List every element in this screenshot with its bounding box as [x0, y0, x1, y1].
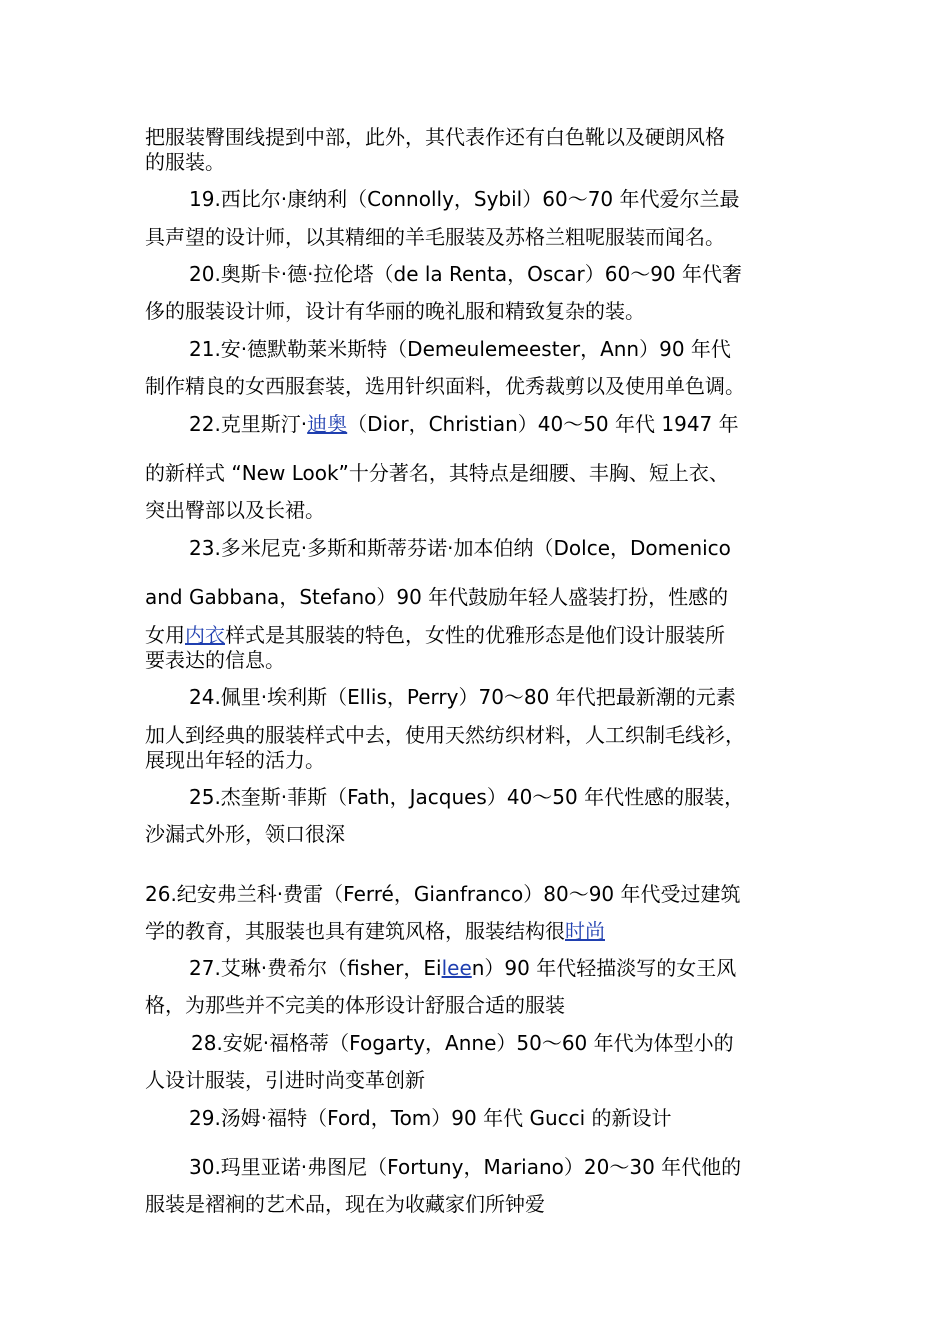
para-23-line-1: 23.多米尼克·多斯和斯蒂芬诺·加本伯纳（Dolce，Domenico: [189, 536, 731, 560]
para-29-line-1: 29.汤姆·福特（Ford，Tom）90 年代 Gucci 的新设计: [189, 1106, 672, 1130]
para-27-text-b: n）90 年代轻描淡写的女王风: [471, 956, 737, 980]
para-28-line-2: 人设计服装，引进时尚变革创新: [145, 1068, 425, 1092]
para-27-line-2: 格，为那些并不完美的体形设计舒服合适的服装: [145, 993, 565, 1017]
para-24-line-3: 展现出年轻的活力。: [145, 748, 325, 772]
lee-link[interactable]: lee: [441, 956, 472, 980]
para-23-line-3: [145, 622, 725, 648]
para-20-line-2: 侈的服装设计师，设计有华丽的晚礼服和精致复杂的装。: [145, 299, 645, 323]
fashion-link[interactable]: 时尚: [565, 919, 605, 943]
para-24-line-2: 加人到经典的服装样式中去，使用天然纺织材料，人工织制毛线衫，: [145, 723, 745, 747]
para-19-line-2: 具声望的设计师，以其精细的羊毛服装及苏格兰粗呢服装而闻名。: [145, 225, 725, 249]
para-26-text-a: 学的教育，其服装也具有建筑风格，服装结构很: [145, 919, 565, 943]
para-22-line-1: [189, 411, 739, 437]
para-27-line-1: [189, 955, 736, 981]
para-21-line-2: 制作精良的女西服套装，选用针织面料，优秀裁剪以及使用单色调。: [145, 374, 745, 398]
para-22-line-3: 突出臀部以及长裙。: [145, 498, 325, 522]
para-25-line-2: 沙漏式外形，领口很深: [145, 822, 345, 846]
para-22-line-2: 的新样式 “New Look”十分著名，其特点是细腰、丰胸、短上衣、: [145, 461, 729, 485]
para-24-line-1: 24.佩里·埃利斯（Ellis，Perry）70～80 年代把最新潮的元素: [189, 685, 736, 709]
para-21-line-1: 21.安·德默勒莱米斯特（Demeulemeester，Ann）90 年代: [189, 337, 731, 361]
para-25-line-1: 25.杰奎斯·菲斯（Fath，Jacques）40～50 年代性感的服装，: [189, 785, 745, 809]
para-18-line-1: 把服装臀围线提到中部，此外，其代表作还有白色靴以及硬朗风格: [145, 125, 725, 149]
para-30-line-2: 服装是褶裥的艺术品，现在为收藏家们所钟爱: [145, 1192, 545, 1216]
para-23-line-4: 要表达的信息。: [145, 648, 285, 672]
para-20-line-1: 20.奥斯卡·德·拉伦塔（de la Renta，Oscar）60～90 年代奢: [189, 262, 743, 286]
para-27-text-a: 27.艾琳·费希尔（fisher，Ei: [189, 956, 442, 980]
para-22-text-a: 22.克里斯汀·: [189, 412, 308, 436]
para-26-line-2: [145, 918, 605, 944]
para-30-line-1: 30.玛里亚诺·弗图尼（Fortuny，Mariano）20～30 年代他的: [189, 1155, 742, 1179]
para-22-text-b: （Dior，Christian）40～50 年代 1947 年: [347, 412, 739, 436]
para-23-text-a: 女用: [145, 623, 185, 647]
para-19-line-1: 19.西比尔·康纳利（Connolly，Sybil）60～70 年代爱尔兰最: [189, 187, 740, 211]
para-28-line-1: 28.安妮·福格蒂（Fogarty，Anne）50～60 年代为体型小的: [191, 1031, 734, 1055]
para-23-text-b: 样式是其服装的特色，女性的优雅形态是他们设计服装所: [225, 623, 725, 647]
para-18-line-2: 的服装。: [145, 150, 225, 174]
dior-link[interactable]: 迪奥: [307, 412, 348, 436]
para-23-line-2: and Gabbana，Stefano）90 年代鼓励年轻人盛装打扮，性感的: [145, 585, 729, 609]
underwear-link[interactable]: 内衣: [185, 623, 225, 647]
para-26-line-1: 26.纪安弗兰科·费雷（Ferré，Gianfranco）80～90 年代受过建筑: [145, 882, 741, 906]
